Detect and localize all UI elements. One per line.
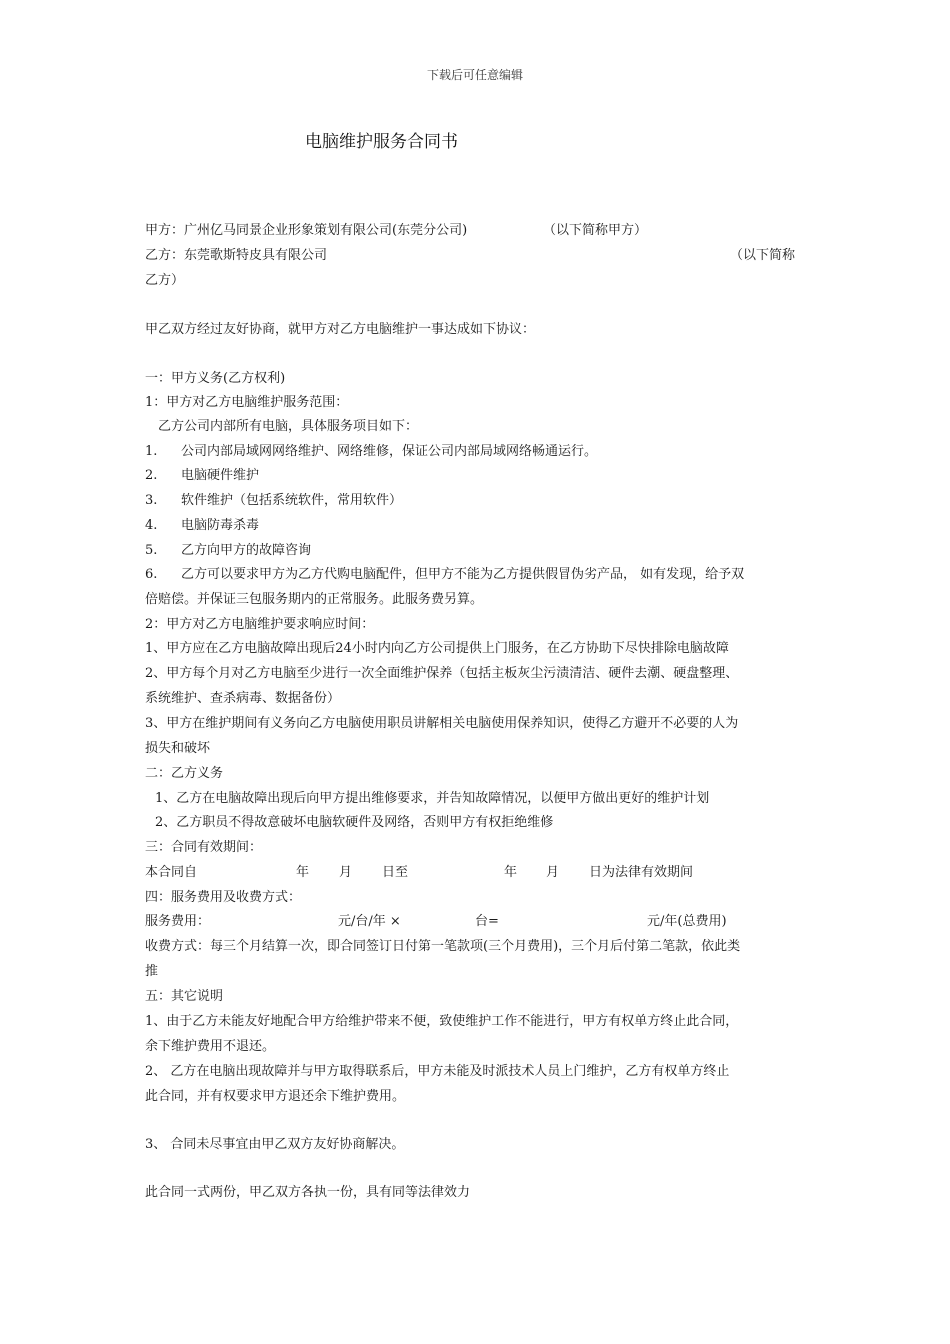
item6-continuation: 倍赔偿。并保证三包服务期内的正常服务。此服务费另算。	[145, 592, 484, 607]
response-item-1: 1、甲方应在乙方电脑故障出现后24小时内向乙方公司提供上门服务，在乙方协助下尽快排除电脑故障	[145, 641, 729, 656]
item-text: 电脑硬件维护	[181, 468, 260, 483]
fee-total: 元/年(总费用)	[647, 914, 727, 929]
term-month-1: 月	[339, 865, 353, 880]
section3-heading: 三：合同有效期间：	[145, 840, 263, 855]
party-a-alias: （以下简称甲方）	[543, 223, 648, 238]
party-a-label: 甲方：广州亿马同景企业形象策划有限公司(东莞分公司)	[145, 223, 468, 238]
header-note: 下载后可任意编辑	[426, 68, 523, 82]
term-year-1: 年	[296, 865, 310, 880]
intro-text: 甲乙双方经过友好协商，就甲方对乙方电脑维护一事达成如下协议：	[145, 322, 536, 337]
note-2: 2、 乙方在电脑出现故障并与甲方取得联系后，甲方未能及时派技术人员上门维护，乙方有权单方终止	[145, 1064, 730, 1079]
note-3: 3、 合同未尽事宜由甲乙双方友好协商解决。	[145, 1137, 405, 1152]
item-number: 3.	[145, 493, 158, 508]
section2-item-2: 2、乙方职员不得故意破坏电脑软硬件及网络，否则甲方有权拒绝维修	[155, 815, 554, 830]
section2-heading: 二：乙方义务	[145, 766, 224, 781]
party-b-line	[145, 247, 800, 265]
response-item-2: 2、甲方每个月对乙方电脑至少进行一次全面维护保养（包括主板灰尘污渍清洁、硬件去潮、硬盘整理、	[145, 666, 739, 681]
service-scope: 乙方公司内部所有电脑，具体服务项目如下：	[158, 419, 419, 434]
note-1: 1、由于乙方未能友好地配合甲方给维护带来不便，致使维护工作不能进行，甲方有权单方终止此合同，	[145, 1014, 739, 1029]
contract-term-line	[145, 864, 805, 882]
section5-heading: 五：其它说明	[145, 989, 224, 1004]
payment-method: 收费方式：每三个月结算一次，即合同签订日付第一笔款项(三个月费用)，三个月后付第二笔款，依此类	[145, 939, 741, 954]
item-number: 5.	[145, 543, 158, 558]
item-text: 软件维护（包括系统软件，常用软件）	[181, 493, 403, 508]
closing-statement: 此合同一式两份，甲乙双方各执一份，具有同等法律效力	[145, 1185, 471, 1200]
party-b-alias-cont: 乙方）	[145, 273, 185, 288]
item-text: 公司内部局域网网络维护、网络维修，保证公司内部局域网络畅通运行。	[181, 444, 598, 459]
section1-heading: 一：甲方义务(乙方权利)	[145, 371, 286, 386]
section1-sub1: 1：甲方对乙方电脑维护服务范围：	[145, 395, 349, 410]
item-text: 乙方向甲方的故障咨询	[181, 543, 312, 558]
fee-unit-price: 元/台/年 ×	[338, 914, 401, 929]
payment-method-cont: 推	[145, 964, 159, 979]
term-prefix: 本合同自	[145, 865, 198, 880]
term-year-2: 年	[504, 865, 518, 880]
list-item	[145, 517, 260, 535]
list-item	[145, 542, 312, 560]
response-item-2-cont: 系统维护、查杀病毒、数据备份）	[145, 691, 341, 706]
fee-units: 台=	[475, 914, 499, 929]
section2-item-1: 1、乙方在电脑故障出现后向甲方提出维修要求，并告知故障情况，以便甲方做出更好的维护计划	[155, 791, 710, 806]
note-1-cont: 余下维护费用不退还。	[145, 1039, 276, 1054]
response-item-3-cont: 损失和破坏	[145, 741, 211, 756]
party-b-alias: （以下简称	[730, 248, 796, 263]
item-number: 6.	[145, 567, 158, 582]
fee-line	[145, 913, 805, 931]
item-number: 2.	[145, 468, 158, 483]
item-number: 1.	[145, 444, 158, 459]
response-item-3: 3、甲方在维护期间有义务向乙方电脑使用职员讲解相关电脑使用保养知识，使得乙方避开不必要的人为	[145, 716, 739, 731]
fee-label: 服务费用：	[145, 914, 211, 929]
list-item	[145, 467, 260, 485]
section1-sub2: 2：甲方对乙方电脑维护要求响应时间：	[145, 617, 375, 632]
term-suffix: 日为法律有效期间	[589, 865, 694, 880]
list-item	[145, 492, 403, 510]
item-text: 乙方可以要求甲方为乙方代购电脑配件，但甲方不能为乙方提供假冒伪劣产品， 如有发现，给予双	[181, 567, 745, 582]
note-2-cont: 此合同，并有权要求甲方退还余下维护费用。	[145, 1089, 406, 1104]
list-item	[145, 566, 745, 584]
list-item	[145, 443, 598, 461]
item-text: 电脑防毒杀毒	[181, 518, 260, 533]
document-title: 电脑维护服务合同书	[305, 132, 458, 152]
party-a-line	[145, 222, 648, 240]
item-number: 4.	[145, 518, 158, 533]
section4-heading: 四：服务费用及收费方式：	[145, 890, 302, 905]
party-b-label: 乙方：东莞歌斯特皮具有限公司	[145, 248, 328, 263]
term-month-2: 月	[546, 865, 560, 880]
term-day-to: 日至	[382, 865, 409, 880]
